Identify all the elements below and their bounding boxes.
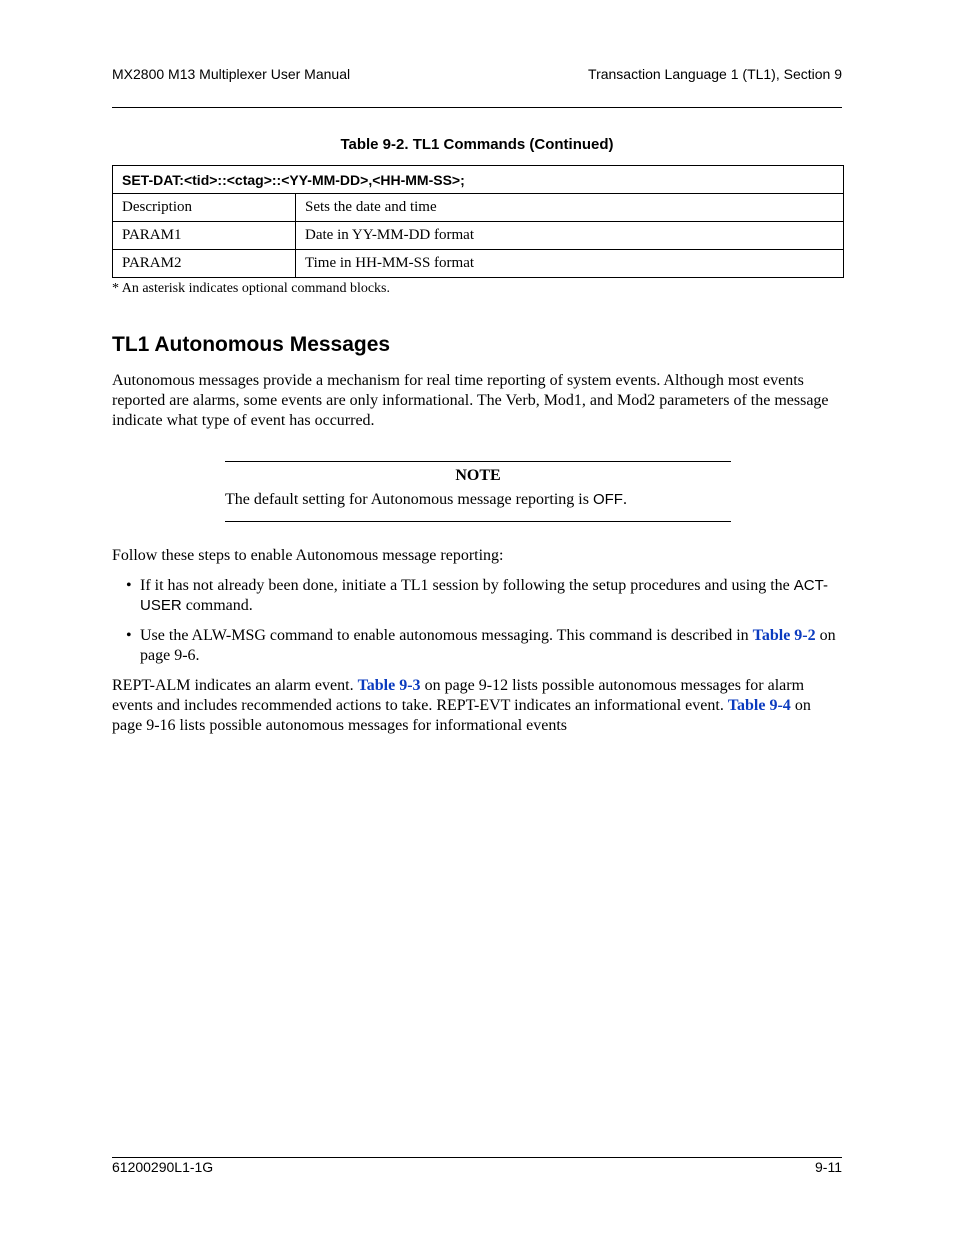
row-value: Time in HH-MM-SS format	[296, 250, 844, 278]
table-caption: Table 9-2. TL1 Commands (Continued)	[340, 136, 614, 153]
section-title: TL1 Autonomous Messages	[112, 333, 391, 356]
footer-divider	[112, 1157, 842, 1158]
closing-text-part: on page 9-16 lists possible autonomous messages for informational events	[112, 697, 811, 734]
page-number: 9-11	[815, 1159, 842, 1175]
table-header-row	[113, 166, 844, 194]
table-9-4-link[interactable]: Table 9-4	[727, 697, 791, 714]
table-row	[113, 222, 844, 250]
list-item	[126, 626, 844, 666]
closing-text-part: on page 9-12 lists possible autonomous messages for alarm events and includes recommended actions to take. REPT-EVT indicates an informational event.	[112, 677, 805, 714]
bullet-text-part: command.	[181, 597, 253, 614]
row-value: Date in YY-MM-DD format	[296, 222, 844, 250]
row-label: Description	[113, 194, 296, 222]
command-syntax: SET-DAT:<tid>::<ctag>::<YY-MM-DD>,<HH-MM-SS>;	[113, 166, 844, 194]
running-header-section: Transaction Language 1 (TL1), Section 9	[588, 66, 842, 82]
table-9-2-link[interactable]: Table 9-2	[752, 627, 816, 644]
bullet-text-part: If it has not already been done, initiate a TL1 session by following the setup procedures and using the	[140, 577, 794, 594]
table-row	[113, 194, 844, 222]
row-value: Sets the date and time	[296, 194, 844, 222]
list-item	[126, 576, 844, 616]
bullet-text-part: on page 9-6.	[140, 627, 836, 664]
closing-text-part: REPT-ALM indicates an alarm event.	[112, 677, 358, 694]
table-row	[113, 250, 844, 278]
note-text-before: The default setting for Autonomous message reporting is	[225, 491, 593, 508]
row-label: PARAM2	[113, 250, 296, 278]
note-text	[225, 491, 731, 509]
note-title: NOTE	[455, 467, 501, 484]
steps-intro: Follow these steps to enable Autonomous message reporting:	[112, 547, 504, 564]
running-header-title: MX2800 M13 Multiplexer User Manual	[112, 66, 351, 82]
note-box	[225, 461, 731, 522]
table-footnote: * An asterisk indicates optional command blocks.	[112, 281, 391, 296]
closing-paragraph	[112, 676, 844, 736]
command-name: ACT-USER	[140, 577, 828, 614]
bullet-text-part: Use the ALW-MSG command to enable autonomous messaging. This command is described in	[140, 627, 753, 644]
table-9-3-link[interactable]: Table 9-3	[357, 677, 421, 694]
note-text-after: .	[622, 491, 627, 508]
row-label: PARAM1	[113, 222, 296, 250]
bullet-text	[140, 576, 844, 616]
intro-paragraph: Autonomous messages provide a mechanism for real time reporting of system events. Although most events reported are alarms, some events are only informational. The Verb, Mod1, and Mod2 parameters of the message indicate what type of event has occurred.	[112, 372, 829, 429]
bullet-icon: •	[126, 577, 132, 594]
note-value: OFF	[592, 491, 623, 508]
bullet-icon: •	[126, 627, 132, 644]
header-divider	[112, 107, 842, 108]
commands-table	[112, 165, 844, 278]
document-number: 61200290L1-1G	[112, 1159, 214, 1175]
bullet-text	[140, 626, 844, 666]
